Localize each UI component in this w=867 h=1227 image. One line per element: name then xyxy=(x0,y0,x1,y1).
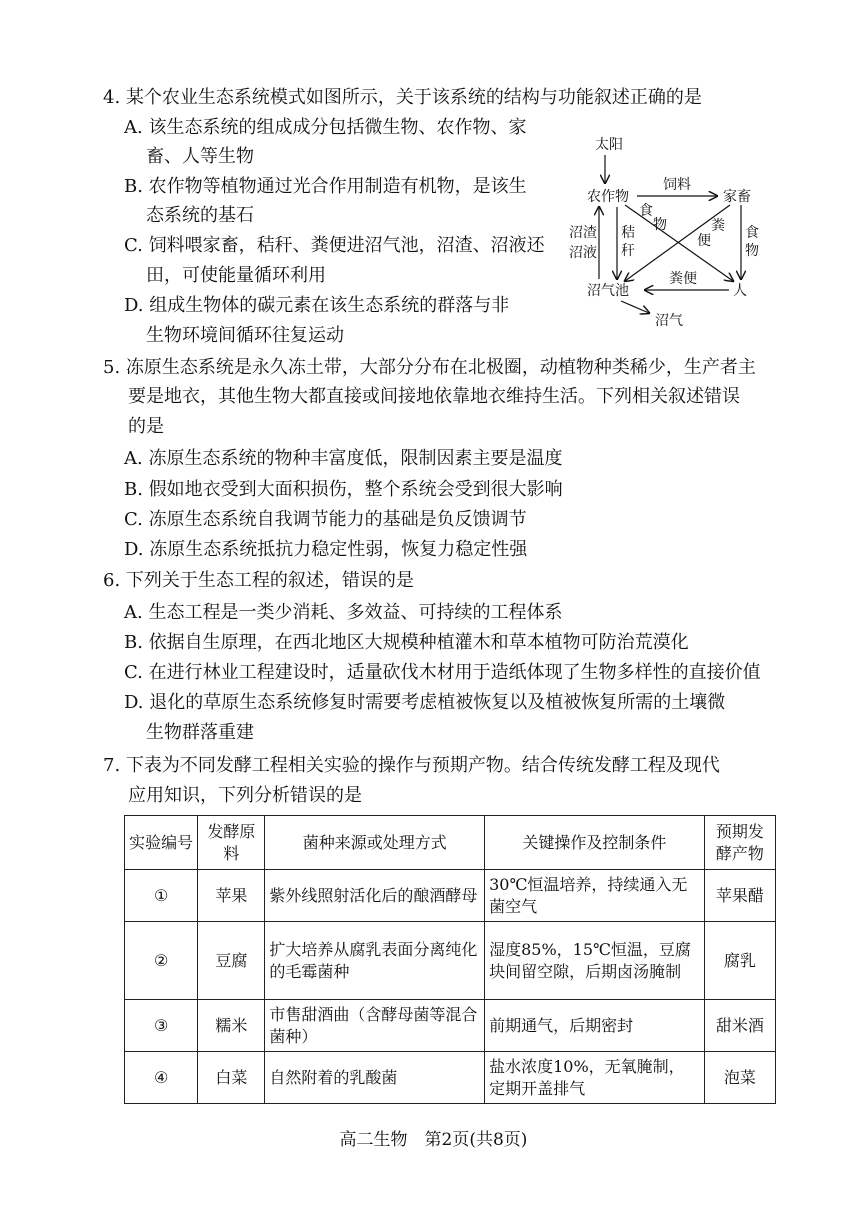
q6-option-d-line1: D. 退化的草原生态系统修复时需要考虑植被恢复以及植被恢复所需的土壤微 xyxy=(124,692,726,713)
cell-operation: 湿度85%，15℃恒温，豆腐块间留空隙，后期卤汤腌制 xyxy=(485,922,705,1000)
edge-label-food-1: 食 xyxy=(639,203,653,219)
cell-product: 甜米酒 xyxy=(704,1000,775,1052)
cell-material: 豆腐 xyxy=(198,922,265,1000)
q5-option-c: C. 冻原生态系统自我调节能力的基础是负反馈调节 xyxy=(124,509,527,530)
q5-stem-line3: 的是 xyxy=(128,416,164,437)
cell-strain: 市售甜酒曲（含酵母菌等混合菌种） xyxy=(265,1000,485,1052)
node-biogas: 沼气 xyxy=(655,313,683,329)
q4-option-c-line2: 田，可使能量循环利用 xyxy=(146,265,326,286)
q5-option-a: A. 冻原生态系统的物种丰富度低，限制因素主要是温度 xyxy=(124,448,563,469)
table-row xyxy=(125,922,776,1000)
cell-strain: 扩大培养从腐乳表面分离纯化的毛霉菌种 xyxy=(265,922,485,1000)
q6-stem: 6. 下列关于生态工程的叙述，错误的是 xyxy=(103,570,414,591)
page-footer: 高二生物 第2页(共8页) xyxy=(339,1130,528,1150)
q6-option-c: C. 在进行林业工程建设时，适量砍伐木材用于造纸体现了生物多样性的直接价值 xyxy=(124,662,761,683)
edge-label-manure-2: 便 xyxy=(697,233,711,249)
q4-option-c-line1: C. 饲料喂家畜，秸秆、粪便进沼气池，沼渣、沼液还 xyxy=(124,235,545,256)
cell-product: 苹果醋 xyxy=(704,870,775,922)
table-row xyxy=(125,1000,776,1052)
edge-label-food-right-1: 食 xyxy=(745,225,759,241)
edge-label-feed: 饲料 xyxy=(663,177,691,193)
edge-label-straw-2: 秆 xyxy=(621,243,635,259)
q6-option-a: A. 生态工程是一类少消耗、多效益、可持续的工程体系 xyxy=(124,602,563,623)
cell-strain: 紫外线照射活化后的酿酒酵母 xyxy=(265,870,485,922)
table-row xyxy=(125,1052,776,1104)
cell-operation: 30℃恒温培养，持续通入无菌空气 xyxy=(485,870,705,922)
node-crops: 农作物 xyxy=(587,189,629,205)
q5-option-b: B. 假如地衣受到大面积损伤，整个系统会受到很大影响 xyxy=(124,479,563,500)
experiment-table xyxy=(124,815,776,1104)
arrow-biogas-out xyxy=(621,301,649,313)
q7-stem-line2: 应用知识，下列分析错误的是 xyxy=(128,785,362,806)
header-raw-material: 发酵原料 xyxy=(198,816,265,870)
node-livestock: 家畜 xyxy=(723,189,751,205)
q5-option-d: D. 冻原生态系统抵抗力稳定性弱，恢复力稳定性强 xyxy=(124,539,528,560)
cell-exp-no: ① xyxy=(125,870,198,922)
header-expected-product: 预期发酵产物 xyxy=(704,816,775,870)
header-exp-no: 实验编号 xyxy=(125,816,198,870)
node-sun: 太阳 xyxy=(595,137,623,153)
cell-exp-no: ④ xyxy=(125,1052,198,1104)
node-biogas-pool: 沼气池 xyxy=(587,283,629,299)
cell-operation: 前期通气，后期密封 xyxy=(485,1000,705,1052)
q6-option-b: B. 依据自生原理，在西北地区大规模种植灌木和草本植物可防治荒漠化 xyxy=(124,632,689,653)
q4-option-d-line2: 生物环境间循环往复运动 xyxy=(146,325,344,346)
cell-strain: 自然附着的乳酸菌 xyxy=(265,1052,485,1104)
q4-option-d-line1: D. 组成生物体的碳元素在该生态系统的群落与非 xyxy=(124,295,510,316)
q4-option-b-line1: B. 农作物等植物通过光合作用制造有机物，是该生 xyxy=(124,176,527,197)
q4-stem: 4. 某个农业生态系统模式如图所示，关于该系统的结构与功能叙述正确的是 xyxy=(103,87,702,108)
table-header-row xyxy=(125,816,776,870)
node-human: 人 xyxy=(733,283,747,299)
table-row xyxy=(125,870,776,922)
header-strain-source: 菌种来源或处理方式 xyxy=(265,816,485,870)
q5-stem-line1: 5. 冻原生态系统是永久冻土带，大部分分布在北极圈，动植物种类稀少，生产者主 xyxy=(103,357,756,378)
edge-label-food-2: 物 xyxy=(653,217,667,233)
edge-label-food-right-2: 物 xyxy=(745,243,759,259)
edge-label-manure-bottom: 粪便 xyxy=(669,271,697,287)
cell-material: 苹果 xyxy=(198,870,265,922)
q4-option-a-line1: A. 该生态系统的组成成分包括微生物、农作物、家 xyxy=(124,117,527,138)
q6-option-d-line2: 生物群落重建 xyxy=(146,722,254,743)
agro-ecosystem-diagram xyxy=(565,135,795,335)
cell-product: 泡菜 xyxy=(704,1052,775,1104)
cell-operation: 盐水浓度10%，无氧腌制，定期开盖排气 xyxy=(485,1052,705,1104)
q7-stem-line1: 7. 下表为不同发酵工程相关实验的操作与预期产物。结合传统发酵工程及现代 xyxy=(103,755,720,776)
cell-exp-no: ② xyxy=(125,922,198,1000)
edge-label-liquid: 沼液 xyxy=(569,245,597,261)
cell-material: 糯米 xyxy=(198,1000,265,1052)
edge-label-straw-1: 秸 xyxy=(621,225,635,241)
cell-exp-no: ③ xyxy=(125,1000,198,1052)
cell-product: 腐乳 xyxy=(704,922,775,1000)
q4-option-a-line2: 畜、人等生物 xyxy=(146,146,254,167)
cell-material: 白菜 xyxy=(198,1052,265,1104)
q4-option-b-line2: 态系统的基石 xyxy=(146,205,254,226)
header-key-operation: 关键操作及控制条件 xyxy=(485,816,705,870)
q5-stem-line2: 要是地衣，其他生物大都直接或间接地依靠地衣维持生活。下列相关叙述错误 xyxy=(128,386,740,407)
edge-label-slag: 沼渣 xyxy=(569,225,597,241)
edge-label-manure-1: 粪 xyxy=(711,218,725,234)
